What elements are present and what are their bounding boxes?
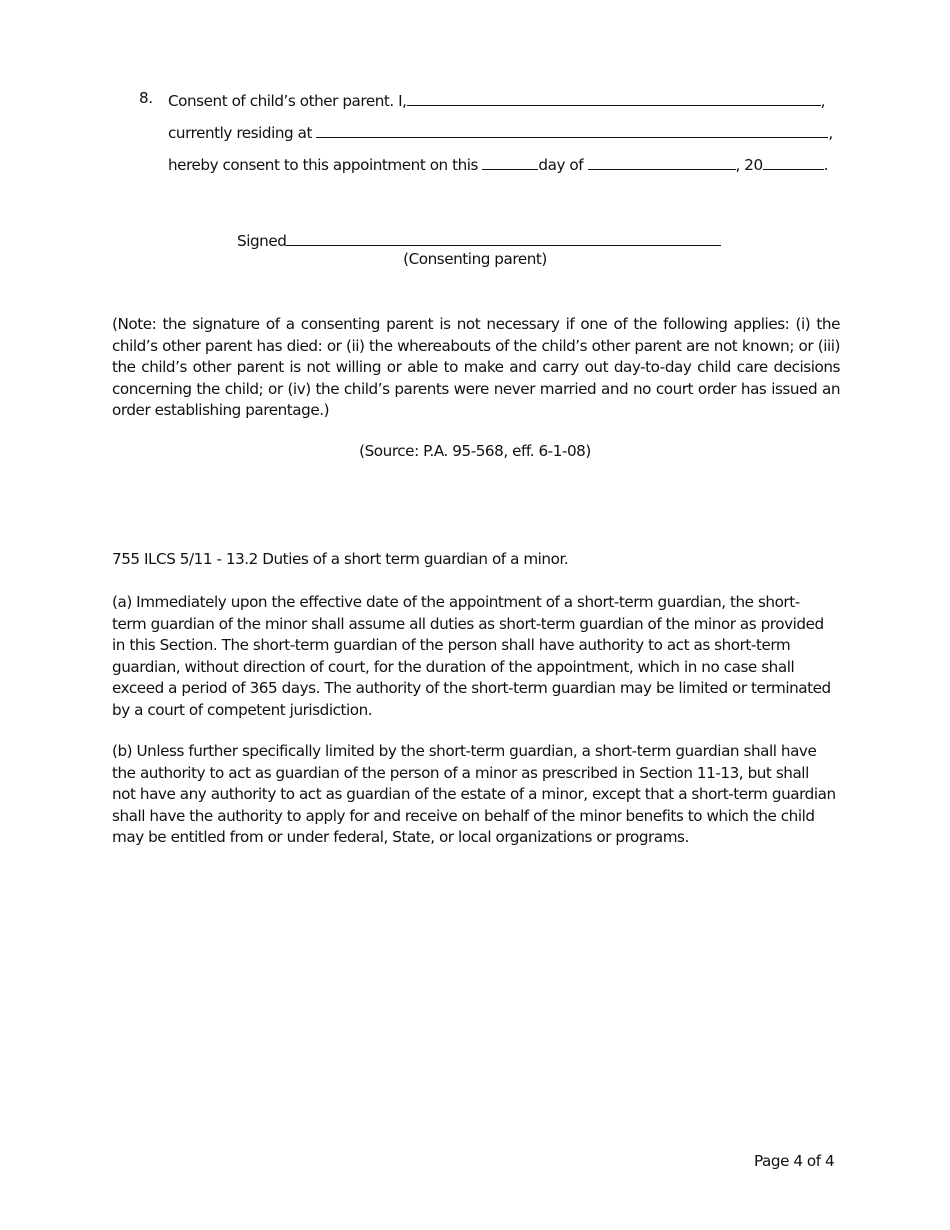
consent-line-1-end: , [820,92,825,110]
residence-blank[interactable] [316,121,828,138]
year-prefix: , 20 [735,156,763,174]
month-blank[interactable] [588,153,736,170]
consent-line-3-text: hereby consent to this appointment on this [168,156,479,174]
signed-label: Signed [237,232,287,250]
consent-line-2-end: , [828,124,833,142]
consent-line-2-text: currently residing at [168,124,312,142]
consent-line-2 [168,121,833,142]
consent-line-1-text: Consent of child’s other parent. I, [168,92,407,110]
day-blank[interactable] [482,153,538,170]
signature-caption: (Consenting parent) [403,250,547,268]
paragraph-a: (a) Immediately upon the effective date of the appointment of a short-term guardian, the short-term guardian of the minor shall assume all duties as short-term guardian of the minor as provided in this Section. The short-term guardian of the person shall have authority to act as short-term guardian, without direction of court, for the duration of the appointment, which in no case shall exceed a period of 365 days. The authority of the short-term guardian may be limited or terminated by a court of competent jurisdiction. [112,593,831,719]
consent-line-1 [168,89,825,110]
source-citation: (Source: P.A. 95-568, eff. 6-1-08) [359,442,591,460]
item-number: 8. [139,89,153,107]
section-heading: 755 ILCS 5/11 - 13.2 Duties of a short term guardian of a minor. [112,550,569,568]
paragraph-b: (b) Unless further specifically limited by the short-term guardian, a short-term guardian shall have the authority to act as guardian of the person of a minor as prescribed in Section 11-13, but shall not have any authority to act as guardian of the estate of a minor, except that a short-term guardian shall have the authority to apply for and receive on behalf of the minor benefits to which the child may be entitled from or under federal, State, or local organizations or programs. [112,742,836,846]
day-of-label: day of [538,156,584,174]
consent-line-3 [168,153,828,174]
parent-name-blank[interactable] [407,89,821,106]
year-blank[interactable] [763,153,824,170]
page-number: Page 4 of 4 [754,1152,835,1170]
note-paragraph: (Note: the signature of a consenting parent is not necessary if one of the following applies: (i) the child’s other parent has died: or (ii) the whereabouts of the child’s other parent are not known; or (iii) the child’s other parent is not willing or able to make and carry out day-to-day child care decisions concerning the child; or (iv) the child’s parents were never married and no court order has issued an order establishing parentage.) [112,315,840,419]
consent-line-3-end: . [823,156,829,174]
signature-line [237,229,721,250]
signature-blank[interactable] [286,229,721,246]
